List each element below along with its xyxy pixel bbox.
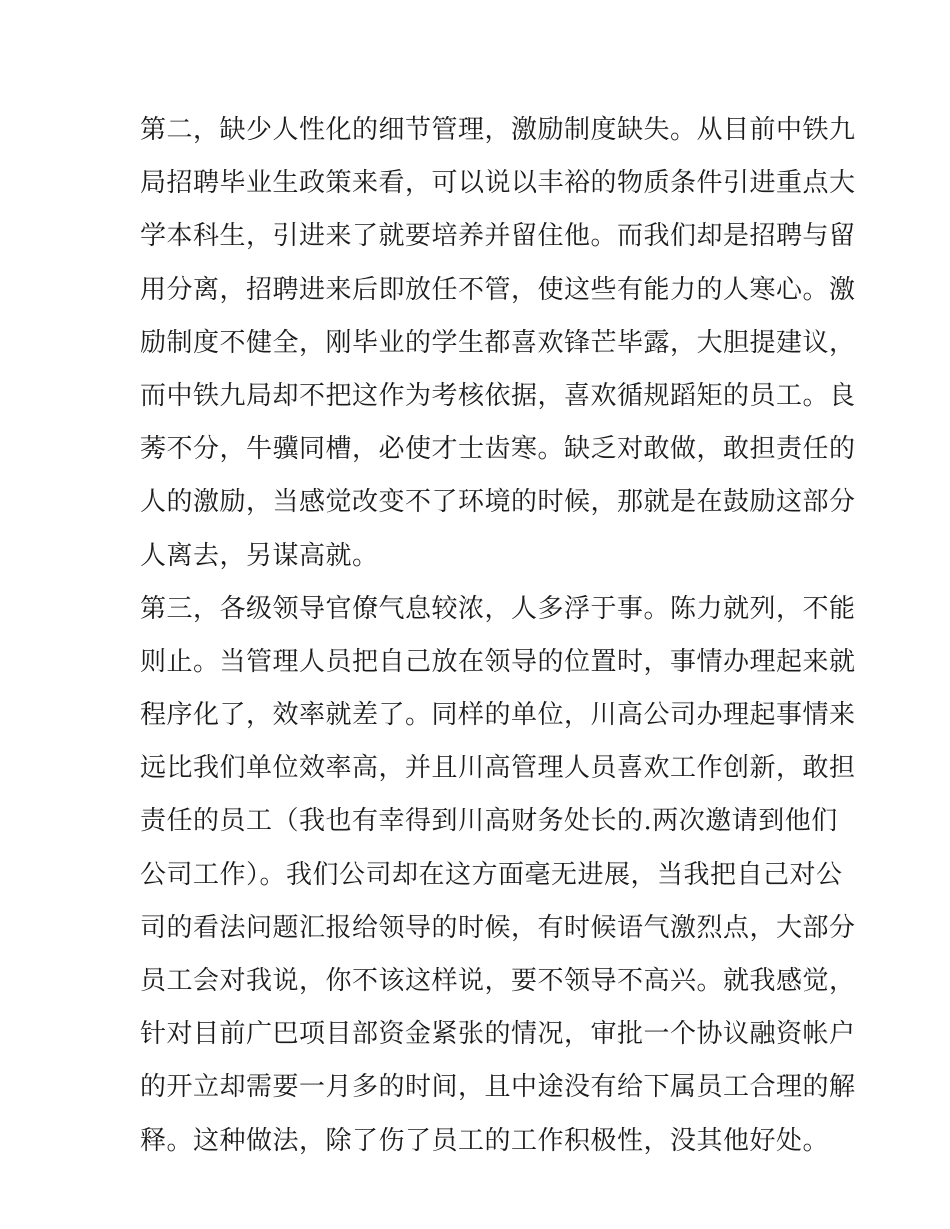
text-line: 第二，缺少人性化的细节管理，激励制度缺失。从目前中铁九 bbox=[140, 115, 856, 145]
text-line: 则止。当管理人员把自己放在领导的位置时，事情办理起来就 bbox=[140, 646, 856, 677]
text-line: 局招聘毕业生政策来看，可以说以丰裕的物质条件引进重点大 bbox=[140, 168, 856, 199]
text-line: 责任的员工（我也有幸得到川高财务处长的.两次邀请到他们 bbox=[140, 806, 838, 837]
text-line: 人离去，另谋高就。 bbox=[140, 540, 379, 571]
text-line: 而中铁九局却不把这作为考核依据，喜欢循规蹈矩的员工。良 bbox=[140, 380, 856, 411]
text-line: 针对目前广巴项目部资金紧张的情况，审批一个协议融资帐户 bbox=[140, 1019, 856, 1050]
text-line: 员工会对我说，你不该这样说，要不领导不高兴。就我感觉， bbox=[140, 966, 856, 996]
text-line: 人的激励，当感觉改变不了环境的时候，那就是在鼓励这部分 bbox=[140, 487, 856, 518]
text-line: 第三，各级领导官僚气息较浓，人多浮于事。陈力就列，不能 bbox=[140, 593, 856, 624]
text-line: 程序化了，效率就差了。同样的单位，川高公司办理起事情来 bbox=[140, 700, 856, 731]
text-line: 释。这种做法，除了伤了员工的工作积极性，没其他好处。 bbox=[140, 1125, 830, 1156]
text-line: 公司工作）。我们公司却在这方面毫无进展，当我把自己对公 bbox=[140, 859, 843, 890]
text-line: 的开立却需要一月多的时间，且中途没有给下属员工合理的解 bbox=[140, 1072, 856, 1103]
text-line: 用分离，招聘进来后即放任不管，使这些有能力的人寒心。激 bbox=[140, 274, 856, 305]
text-line: 远比我们单位效率高，并且川高管理人员喜欢工作创新，敢担 bbox=[140, 753, 856, 784]
text-line: 励制度不健全，刚毕业的学生都喜欢锋芒毕露，大胆提建议， bbox=[140, 327, 856, 358]
text-line: 莠不分，牛骥同槽，必使才士齿寒。缺乏对敢做，敢担责任的 bbox=[140, 434, 856, 465]
text-line: 司的看法问题汇报给领导的时候，有时候语气激烈点，大部分 bbox=[140, 912, 856, 943]
text-line: 学本科生，引进来了就要培养并留住他。而我们却是招聘与留 bbox=[140, 221, 856, 252]
body-text bbox=[140, 104, 856, 1168]
